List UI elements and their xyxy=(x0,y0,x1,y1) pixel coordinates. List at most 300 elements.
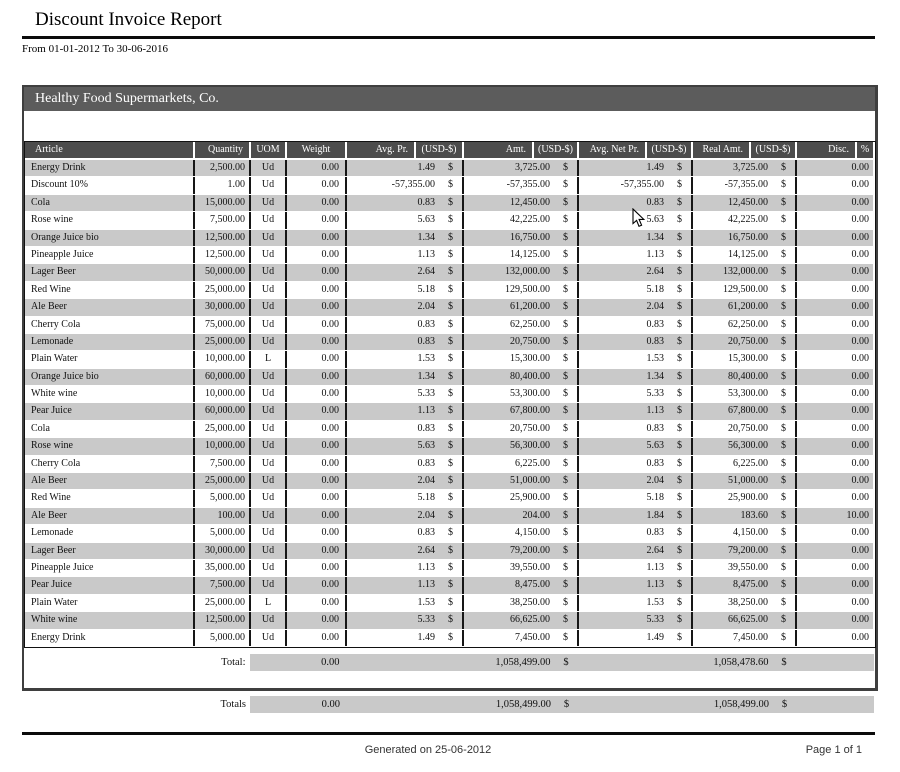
weight-cell: 0.00 xyxy=(285,577,345,593)
table-row xyxy=(25,456,873,473)
currency-cell: $ xyxy=(781,596,786,608)
col-header-avg-net-pr: Avg. Net Pr. xyxy=(577,142,645,158)
avg-net-pr-cell: 1.13 xyxy=(577,560,668,576)
weight-cell: 0.00 xyxy=(285,560,345,576)
table-row xyxy=(25,612,873,629)
disc-cell: 0.00 xyxy=(795,317,873,333)
totals-real-amt: 1,058,499.00 xyxy=(692,696,773,713)
currency-cell: $ xyxy=(781,614,786,626)
uom-cell: Ud xyxy=(249,403,285,419)
currency-cell: $ xyxy=(781,457,786,469)
footer-divider xyxy=(22,732,875,735)
avg-net-pr-cell: 5.33 xyxy=(577,612,668,628)
real-amt-cell: 20,750.00 xyxy=(691,421,772,437)
col-header-currency: (USD-$) xyxy=(749,142,795,158)
table-body xyxy=(25,160,875,647)
real-amt-cell: 80,400.00 xyxy=(691,369,772,385)
amt-cell: 79,200.00 xyxy=(462,543,554,559)
currency-cell: $ xyxy=(677,544,682,556)
currency-cell: $ xyxy=(563,405,568,417)
article-cell: Ale Beer xyxy=(31,475,67,487)
disc-cell: 0.00 xyxy=(795,421,873,437)
article-cell: Pineapple Juice xyxy=(31,561,94,573)
currency-cell: $ xyxy=(781,492,786,504)
avg-net-pr-cell: 0.83 xyxy=(577,525,668,541)
quantity-cell: 12,500.00 xyxy=(193,230,249,246)
currency-cell: $ xyxy=(448,422,453,434)
article-cell: Lemonade xyxy=(31,527,74,539)
disc-cell: 0.00 xyxy=(795,264,873,280)
currency-cell: $ xyxy=(563,527,568,539)
quantity-cell: 12,500.00 xyxy=(193,612,249,628)
weight-cell: 0.00 xyxy=(285,334,345,350)
totals-band-filler xyxy=(250,696,286,713)
currency-cell: $ xyxy=(677,440,682,452)
amt-cell: 51,000.00 xyxy=(462,473,554,489)
table-row xyxy=(25,560,873,577)
currency-cell: $ xyxy=(563,353,568,365)
currency-cell: $ xyxy=(563,596,568,608)
generated-on-text: Generated on 25-06-2012 xyxy=(364,743,492,756)
uom-cell: Ud xyxy=(249,264,285,280)
weight-cell: 0.00 xyxy=(285,525,345,541)
quantity-cell: 7,500.00 xyxy=(193,577,249,593)
amt-cell: 204.00 xyxy=(462,508,554,524)
totals-weight: 0.00 xyxy=(286,696,346,713)
real-amt-cell: 132,000.00 xyxy=(691,264,772,280)
disc-cell: 0.00 xyxy=(795,438,873,454)
real-amt-cell: 6,225.00 xyxy=(691,456,772,472)
total-real-amt-currency: $ xyxy=(773,654,796,671)
total-weight: 0.00 xyxy=(286,654,346,671)
currency-cell: $ xyxy=(448,457,453,469)
currency-cell: $ xyxy=(563,631,568,643)
currency-cell: $ xyxy=(563,335,568,347)
avg-pr-cell: -57,355.00 xyxy=(345,177,439,193)
article-cell: Red Wine xyxy=(31,283,71,295)
currency-cell: $ xyxy=(563,301,568,313)
real-amt-cell: 56,300.00 xyxy=(691,438,772,454)
avg-net-pr-cell: 2.04 xyxy=(577,299,668,315)
amt-cell: 39,550.00 xyxy=(462,560,554,576)
disc-cell: 0.00 xyxy=(795,490,873,506)
currency-cell: $ xyxy=(677,527,682,539)
currency-cell: $ xyxy=(563,422,568,434)
currency-cell: $ xyxy=(781,561,786,573)
currency-cell: $ xyxy=(677,335,682,347)
currency-cell: $ xyxy=(677,492,682,504)
article-cell: Pineapple Juice xyxy=(31,248,94,260)
avg-net-pr-cell: 1.34 xyxy=(577,369,668,385)
col-header-uom: UOM xyxy=(249,142,285,158)
table-row xyxy=(25,595,873,612)
currency-cell: $ xyxy=(448,631,453,643)
uom-cell: Ud xyxy=(249,177,285,193)
quantity-cell: 1.00 xyxy=(193,177,249,193)
company-name-bar xyxy=(24,87,875,111)
table-row xyxy=(25,177,873,194)
quantity-cell: 7,500.00 xyxy=(193,212,249,228)
disc-cell: 0.00 xyxy=(795,230,873,246)
disc-cell: 0.00 xyxy=(795,386,873,402)
avg-net-pr-cell: 1.53 xyxy=(577,595,668,611)
disc-cell: 0.00 xyxy=(795,247,873,263)
table-header-row xyxy=(25,142,873,160)
currency-cell: $ xyxy=(781,179,786,191)
disc-cell: 0.00 xyxy=(795,177,873,193)
table-row xyxy=(25,421,873,438)
company-name: Healthy Food Supermarkets, Co. xyxy=(35,91,219,106)
weight-cell: 0.00 xyxy=(285,456,345,472)
invoice-table xyxy=(24,141,876,648)
article-cell: Energy Drink xyxy=(31,162,86,173)
avg-pr-cell: 5.18 xyxy=(345,282,439,298)
real-amt-cell: 39,550.00 xyxy=(691,560,772,576)
quantity-cell: 10,000.00 xyxy=(193,351,249,367)
col-header-amt: Amt. xyxy=(462,142,532,158)
amt-cell: 3,725.00 xyxy=(462,160,554,176)
article-cell: Orange Juice bio xyxy=(31,231,99,243)
currency-cell: $ xyxy=(781,283,786,295)
avg-net-pr-cell: 1.49 xyxy=(577,160,668,176)
amt-cell: 53,300.00 xyxy=(462,386,554,402)
amt-cell: 15,300.00 xyxy=(462,351,554,367)
amt-cell: -57,355.00 xyxy=(462,177,554,193)
uom-cell: L xyxy=(249,595,285,611)
quantity-cell: 2,500.00 xyxy=(193,160,249,176)
uom-cell: Ud xyxy=(249,369,285,385)
quantity-cell: 5,000.00 xyxy=(193,490,249,506)
currency-cell: $ xyxy=(781,196,786,208)
avg-net-pr-cell: 1.13 xyxy=(577,247,668,263)
uom-cell: Ud xyxy=(249,577,285,593)
currency-cell: $ xyxy=(781,527,786,539)
quantity-cell: 25,000.00 xyxy=(193,595,249,611)
avg-net-pr-cell: 5.18 xyxy=(577,282,668,298)
table-row xyxy=(25,543,873,560)
avg-pr-cell: 2.04 xyxy=(345,473,439,489)
currency-cell: $ xyxy=(448,614,453,626)
disc-cell: 10.00 xyxy=(795,508,873,524)
disc-cell: 0.00 xyxy=(795,195,873,211)
real-amt-cell: 66,625.00 xyxy=(691,612,772,628)
total-band-filler xyxy=(796,654,874,671)
article-cell: White wine xyxy=(31,388,78,400)
currency-cell: $ xyxy=(448,527,453,539)
amt-cell: 4,150.00 xyxy=(462,525,554,541)
real-amt-cell: 7,450.00 xyxy=(691,630,772,646)
col-header-currency: (USD-$) xyxy=(414,142,462,158)
currency-cell: $ xyxy=(563,162,568,173)
avg-pr-cell: 1.13 xyxy=(345,247,439,263)
amt-cell: 7,450.00 xyxy=(462,630,554,646)
currency-cell: $ xyxy=(677,248,682,260)
currency-cell: $ xyxy=(563,231,568,243)
article-cell: Cola xyxy=(31,196,50,208)
avg-pr-cell: 1.49 xyxy=(345,160,439,176)
avg-pr-cell: 1.13 xyxy=(345,403,439,419)
uom-cell: Ud xyxy=(249,334,285,350)
weight-cell: 0.00 xyxy=(285,438,345,454)
currency-cell: $ xyxy=(448,370,453,382)
weight-cell: 0.00 xyxy=(285,212,345,228)
currency-cell: $ xyxy=(448,162,453,173)
currency-cell: $ xyxy=(563,388,568,400)
uom-cell: Ud xyxy=(249,386,285,402)
article-cell: Pear Juice xyxy=(31,405,72,417)
weight-cell: 0.00 xyxy=(285,508,345,524)
avg-pr-cell: 1.53 xyxy=(345,351,439,367)
table-row xyxy=(25,525,873,542)
avg-pr-cell: 0.83 xyxy=(345,525,439,541)
currency-cell: $ xyxy=(448,318,453,330)
spacer xyxy=(24,111,875,141)
disc-cell: 0.00 xyxy=(795,525,873,541)
avg-net-pr-cell: 2.64 xyxy=(577,264,668,280)
disc-cell: 0.00 xyxy=(795,595,873,611)
currency-cell: $ xyxy=(448,353,453,365)
col-header-quantity: Quantity xyxy=(193,142,249,158)
currency-cell: $ xyxy=(448,179,453,191)
uom-cell: Ud xyxy=(249,160,285,176)
avg-net-pr-cell: -57,355.00 xyxy=(577,177,668,193)
currency-cell: $ xyxy=(781,405,786,417)
currency-cell: $ xyxy=(781,248,786,260)
currency-cell: $ xyxy=(448,544,453,556)
article-cell: Rose wine xyxy=(31,214,73,226)
currency-cell: $ xyxy=(563,318,568,330)
avg-pr-cell: 1.13 xyxy=(345,577,439,593)
article-cell: Cherry Cola xyxy=(31,318,81,330)
currency-cell: $ xyxy=(448,492,453,504)
disc-cell: 0.00 xyxy=(795,282,873,298)
amt-cell: 14,125.00 xyxy=(462,247,554,263)
currency-cell: $ xyxy=(677,353,682,365)
total-band-filler xyxy=(578,654,692,671)
currency-cell: $ xyxy=(781,422,786,434)
quantity-cell: 10,000.00 xyxy=(193,386,249,402)
weight-cell: 0.00 xyxy=(285,195,345,211)
uom-cell: Ud xyxy=(249,282,285,298)
disc-cell: 0.00 xyxy=(795,299,873,315)
quantity-cell: 25,000.00 xyxy=(193,421,249,437)
currency-cell: $ xyxy=(781,266,786,278)
uom-cell: Ud xyxy=(249,212,285,228)
real-amt-cell: 61,200.00 xyxy=(691,299,772,315)
quantity-cell: 30,000.00 xyxy=(193,543,249,559)
currency-cell: $ xyxy=(781,440,786,452)
real-amt-cell: 38,250.00 xyxy=(691,595,772,611)
real-amt-cell: 67,800.00 xyxy=(691,403,772,419)
table-row xyxy=(25,508,873,525)
currency-cell: $ xyxy=(448,335,453,347)
currency-cell: $ xyxy=(677,370,682,382)
disc-cell: 0.00 xyxy=(795,351,873,367)
amt-cell: 42,225.00 xyxy=(462,212,554,228)
currency-cell: $ xyxy=(448,509,453,521)
avg-pr-cell: 5.18 xyxy=(345,490,439,506)
uom-cell: Ud xyxy=(249,473,285,489)
currency-cell: $ xyxy=(563,196,568,208)
table-row xyxy=(25,334,873,351)
currency-cell: $ xyxy=(563,248,568,260)
weight-cell: 0.00 xyxy=(285,543,345,559)
avg-net-pr-cell: 1.13 xyxy=(577,403,668,419)
quantity-cell: 25,000.00 xyxy=(193,473,249,489)
avg-pr-cell: 0.83 xyxy=(345,334,439,350)
avg-pr-cell: 1.13 xyxy=(345,560,439,576)
currency-cell: $ xyxy=(781,301,786,313)
totals-label: Totals xyxy=(26,696,250,713)
article-cell: Cola xyxy=(31,422,50,434)
weight-cell: 0.00 xyxy=(285,630,345,646)
amt-cell: 20,750.00 xyxy=(462,334,554,350)
avg-pr-cell: 0.83 xyxy=(345,421,439,437)
total-band-filler xyxy=(250,654,286,671)
disc-cell: 0.00 xyxy=(795,577,873,593)
table-row xyxy=(25,369,873,386)
currency-cell: $ xyxy=(448,579,453,591)
avg-pr-cell: 5.33 xyxy=(345,386,439,402)
quantity-cell: 10,000.00 xyxy=(193,438,249,454)
totals-band-filler xyxy=(578,696,692,713)
currency-cell: $ xyxy=(677,283,682,295)
avg-net-pr-cell: 1.84 xyxy=(577,508,668,524)
avg-pr-cell: 5.63 xyxy=(345,212,439,228)
currency-cell: $ xyxy=(448,214,453,226)
weight-cell: 0.00 xyxy=(285,473,345,489)
totals-band-filler xyxy=(346,696,463,713)
disc-cell: 0.00 xyxy=(795,612,873,628)
article-cell: Discount 10% xyxy=(31,179,88,191)
avg-net-pr-cell: 0.83 xyxy=(577,421,668,437)
totals-row xyxy=(26,696,874,713)
currency-cell: $ xyxy=(677,301,682,313)
avg-pr-cell: 2.04 xyxy=(345,299,439,315)
currency-cell: $ xyxy=(563,457,568,469)
avg-pr-cell: 1.49 xyxy=(345,630,439,646)
article-cell: Orange Juice bio xyxy=(31,370,99,382)
currency-cell: $ xyxy=(781,335,786,347)
table-row xyxy=(25,490,873,507)
table-row xyxy=(25,403,873,420)
article-cell: Rose wine xyxy=(31,440,73,452)
avg-pr-cell: 5.33 xyxy=(345,612,439,628)
uom-cell: Ud xyxy=(249,508,285,524)
quantity-cell: 35,000.00 xyxy=(193,560,249,576)
article-cell: Red Wine xyxy=(31,492,71,504)
total-real-amt: 1,058,478.60 xyxy=(692,654,773,671)
weight-cell: 0.00 xyxy=(285,230,345,246)
article-cell: Ale Beer xyxy=(31,509,67,521)
total-amt: 1,058,499.00 xyxy=(463,654,555,671)
totals-band-filler xyxy=(796,696,874,713)
quantity-cell: 7,500.00 xyxy=(193,456,249,472)
avg-net-pr-cell: 5.18 xyxy=(577,490,668,506)
quantity-cell: 60,000.00 xyxy=(193,403,249,419)
currency-cell: $ xyxy=(677,579,682,591)
real-amt-cell: 4,150.00 xyxy=(691,525,772,541)
table-row xyxy=(25,247,873,264)
real-amt-cell: 79,200.00 xyxy=(691,543,772,559)
amt-cell: 20,750.00 xyxy=(462,421,554,437)
col-header-currency: (USD-$) xyxy=(645,142,691,158)
uom-cell: Ud xyxy=(249,299,285,315)
uom-cell: Ud xyxy=(249,456,285,472)
uom-cell: Ud xyxy=(249,438,285,454)
currency-cell: $ xyxy=(563,179,568,191)
table-row xyxy=(25,282,873,299)
currency-cell: $ xyxy=(448,301,453,313)
disc-cell: 0.00 xyxy=(795,560,873,576)
disc-cell: 0.00 xyxy=(795,473,873,489)
page-number: Page 1 of 1 xyxy=(805,743,862,756)
disc-cell: 0.00 xyxy=(795,630,873,646)
avg-net-pr-cell: 1.49 xyxy=(577,630,668,646)
weight-cell: 0.00 xyxy=(285,160,345,176)
uom-cell: Ud xyxy=(249,612,285,628)
currency-cell: $ xyxy=(677,266,682,278)
avg-pr-cell: 2.64 xyxy=(345,543,439,559)
totals-amt: 1,058,499.00 xyxy=(463,696,555,713)
uom-cell: Ud xyxy=(249,630,285,646)
currency-cell: $ xyxy=(677,318,682,330)
amt-cell: 16,750.00 xyxy=(462,230,554,246)
currency-cell: $ xyxy=(677,596,682,608)
amt-cell: 56,300.00 xyxy=(462,438,554,454)
table-row xyxy=(25,438,873,455)
article-cell: Plain Water xyxy=(31,596,78,608)
page-title: Discount Invoice Report xyxy=(35,9,222,30)
currency-cell: $ xyxy=(781,214,786,226)
article-cell: Lemonade xyxy=(31,335,74,347)
uom-cell: Ud xyxy=(249,525,285,541)
disc-cell: 0.00 xyxy=(795,160,873,176)
weight-cell: 0.00 xyxy=(285,177,345,193)
currency-cell: $ xyxy=(677,231,682,243)
weight-cell: 0.00 xyxy=(285,282,345,298)
currency-cell: $ xyxy=(781,162,786,173)
currency-cell: $ xyxy=(677,214,682,226)
avg-pr-cell: 1.34 xyxy=(345,230,439,246)
real-amt-cell: 12,450.00 xyxy=(691,195,772,211)
real-amt-cell: 16,750.00 xyxy=(691,230,772,246)
amt-cell: 62,250.00 xyxy=(462,317,554,333)
quantity-cell: 60,000.00 xyxy=(193,369,249,385)
quantity-cell: 12,500.00 xyxy=(193,247,249,263)
total-row xyxy=(26,654,874,671)
uom-cell: Ud xyxy=(249,560,285,576)
avg-net-pr-cell: 5.63 xyxy=(577,212,668,228)
uom-cell: Ud xyxy=(249,247,285,263)
quantity-cell: 50,000.00 xyxy=(193,264,249,280)
currency-cell: $ xyxy=(563,370,568,382)
real-amt-cell: 51,000.00 xyxy=(691,473,772,489)
avg-net-pr-cell: 0.83 xyxy=(577,317,668,333)
avg-pr-cell: 5.63 xyxy=(345,438,439,454)
currency-cell: $ xyxy=(781,231,786,243)
currency-cell: $ xyxy=(563,544,568,556)
quantity-cell: 30,000.00 xyxy=(193,299,249,315)
footer xyxy=(0,743,862,756)
article-cell: Cherry Cola xyxy=(31,457,81,469)
uom-cell: Ud xyxy=(249,230,285,246)
weight-cell: 0.00 xyxy=(285,299,345,315)
currency-cell: $ xyxy=(781,388,786,400)
currency-cell: $ xyxy=(563,509,568,521)
table-row xyxy=(25,212,873,229)
col-header-currency: (USD-$) xyxy=(532,142,577,158)
